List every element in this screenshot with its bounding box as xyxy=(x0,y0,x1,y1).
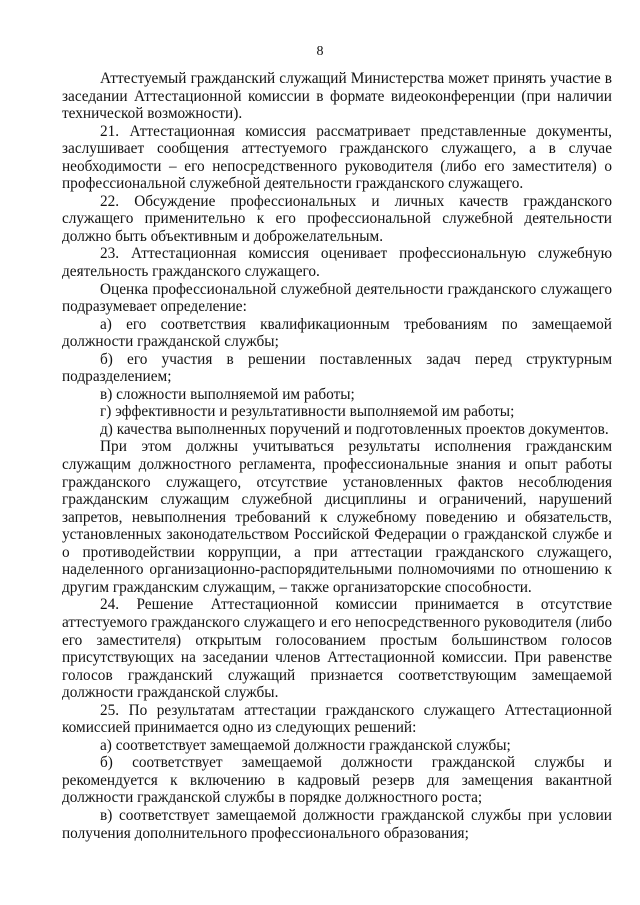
list-item-b: б) его участия в решении поставленных задач перед структурным подразделением; xyxy=(62,350,612,386)
paragraph-assessment-definition: Оценка профессиональной служебной деятельности гражданского служащего подразумевает определение: xyxy=(62,280,612,316)
list-item-d: д) качества выполненных поручений и подготовленных проектов документов. xyxy=(100,420,609,438)
paragraph-considerations: При этом должны учитываться результаты исполнения гражданским служащим должностного регламента, профессиональные знания и опыт работы гражданского служащего, отсутствие установленных фактов несоблюдения гражданским служащим служебной дисциплины и ограничений, нарушений запретов, невыполнения требований к служебному поведению и обязательств, установленных законодательством Российской Федерации о гражданской службе и о противодействии коррупции, а при аттестации гражданского служащего, наделенного организационно-распорядительными полномочиями по отношению к другим гражданским служащим, – также организаторские способности. xyxy=(62,438,612,596)
document-body xyxy=(62,70,612,842)
paragraph-23: 23. Аттестационная комиссия оценивает профессиональную служебную деятельность гражданского служащего. xyxy=(62,245,612,281)
paragraph-22: 22. Обсуждение профессиональных и личных качеств гражданского служащего применительно к его профессиональной служебной деятельности должно быть объективным и доброжелательным. xyxy=(62,192,612,245)
paragraph-21: 21. Аттестационная комиссия рассматривает представленные документы, заслушивает сообщения аттестуемого гражданского служащего, а в случае необходимости – его непосредственного руководителя (либо его заместителя) о профессиональной служебной деятельности гражданского служащего. xyxy=(62,122,612,193)
decision-item-v: в) соответствует замещаемой должности гражданской службы при условии получения дополнительного профессионального образования; xyxy=(62,806,612,842)
list-item-g: г) эффективности и результативности выполняемой им работы; xyxy=(100,403,515,421)
list-item-v: в) сложности выполняемой им работы; xyxy=(100,385,355,403)
list-item-a: а) его соответствия квалификационным требованиям по замещаемой должности гражданской службы; xyxy=(62,315,612,351)
decision-item-a: а) соответствует замещаемой должности гражданской службы; xyxy=(100,736,511,754)
decision-item-b: б) соответствует замещаемой должности гражданской службы и рекомендуется к включению в кадровый резерв для замещения вакантной должности гражданской службы в порядке должностного роста; xyxy=(62,754,612,807)
page-number: 8 xyxy=(316,44,324,59)
paragraph-videoconference: Аттестуемый гражданский служащий Министерства может принять участие в заседании Аттестационной комиссии в формате видеоконференции (при наличии технической возможности). xyxy=(62,70,612,123)
paragraph-24: 24. Решение Аттестационной комиссии принимается в отсутствие аттестуемого гражданского служащего и его непосредственного руководителя (либо его заместителя) открытым голосованием простым большинством голосов присутствующих на заседании членов Аттестационной комиссии. При равенстве голосов гражданский служащий признается соответствующим замещаемой должности гражданской службы. xyxy=(62,596,612,702)
paragraph-25: 25. По результатам аттестации гражданского служащего Аттестационной комиссией принимается одно из следующих решений: xyxy=(62,701,612,737)
